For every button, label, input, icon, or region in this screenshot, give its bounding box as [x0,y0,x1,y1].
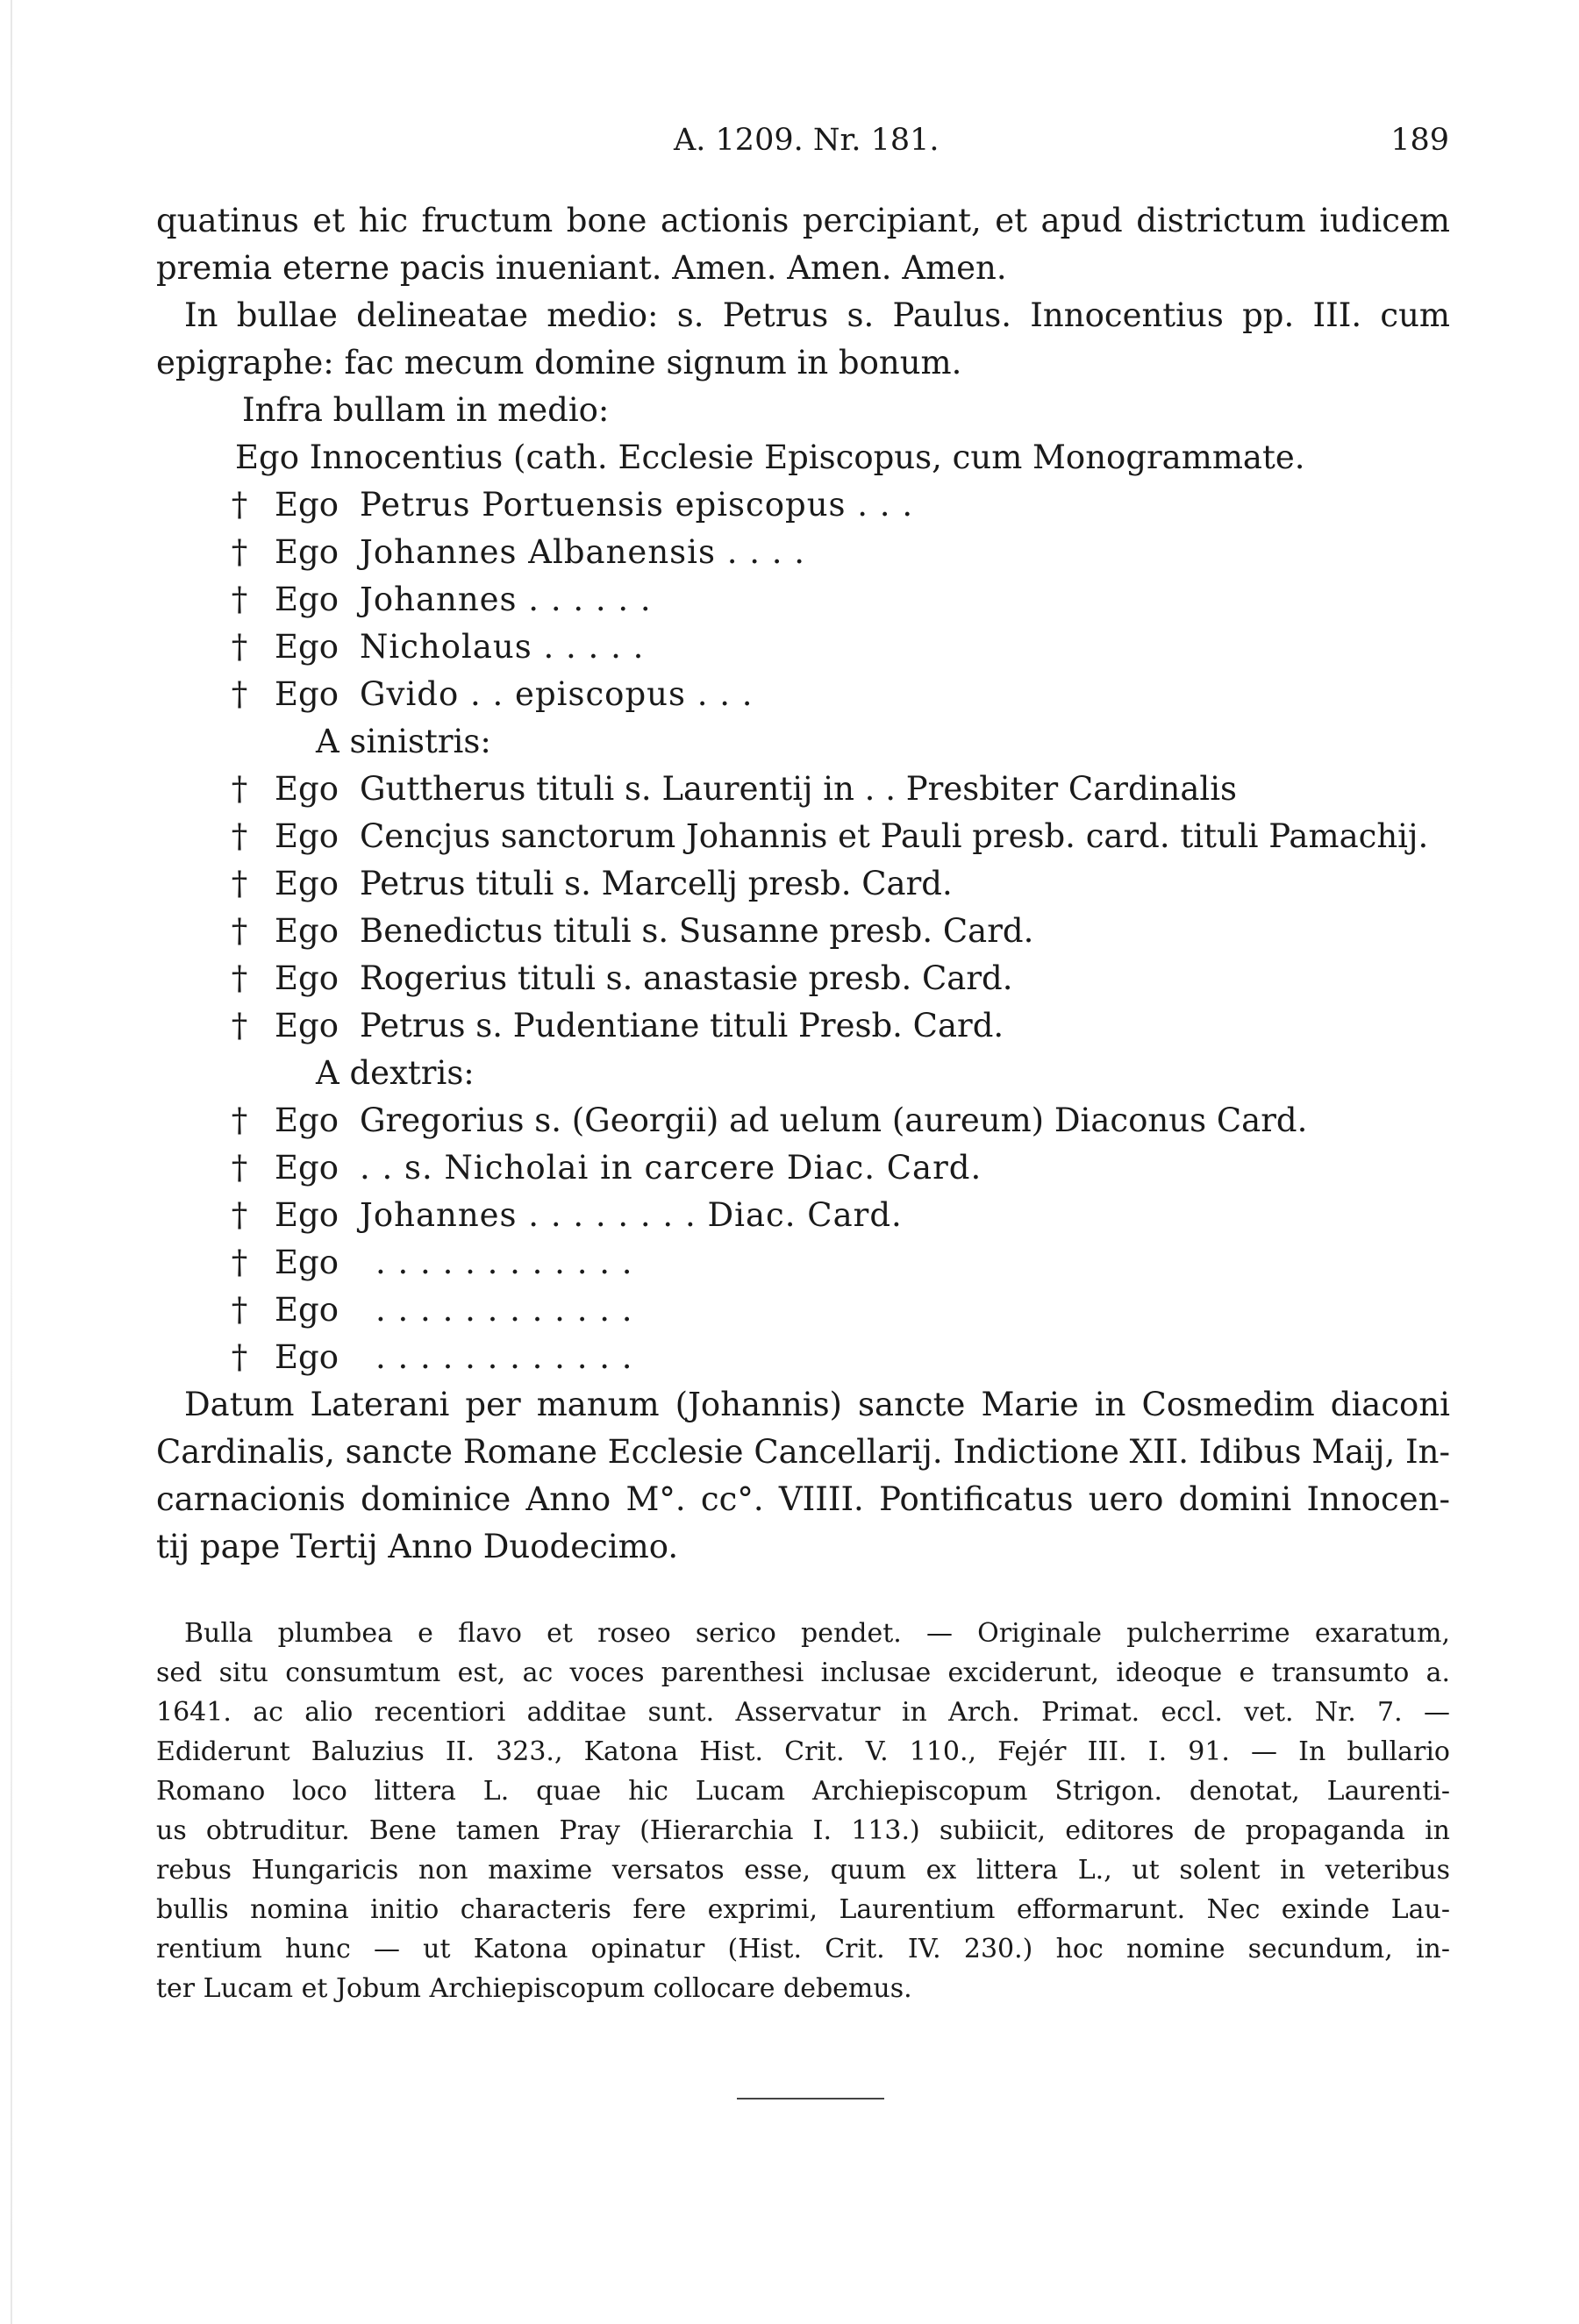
section-heading-sinistris: A sinistris: [316,723,491,760]
note-line: bullis nomina initio characteris fere exprimi, Laurentium efformarunt. Nec exinde Lau- [156,1894,1450,1925]
scan-edge-shadow [11,0,12,2324]
cross-symbol: † [231,486,248,524]
signature-line [156,1097,1450,1144]
signature-text: Johannes Albanensis . . . . [360,533,806,571]
cross-symbol: † [231,533,248,571]
ego-word: Ego [275,581,339,618]
note-line: rebus Hungaricis non maxime versatos esse, quum ex littera L., ut solent in veteribus [156,1855,1450,1886]
signature-text: Gvido . . episcopus . . . [360,675,754,713]
datum-line: Cardinalis, sancte Romane Ecclesie Cancellarij. Indictione XII. Idibus Maij, In- [156,1433,1450,1471]
intro-line: In bullae delineatae medio: s. Petrus s. Paulus. Innocentius pp. III. cum [184,296,1450,334]
signature-text: Petrus s. Pudentiane tituli Presb. Card. [360,1007,1004,1044]
cross-symbol: † [231,1244,248,1281]
ego-word: Ego [275,1338,339,1376]
signature-text: . . . . . . . . . . . . [375,1291,633,1329]
signature-line [156,529,1450,576]
ego-word: Ego [275,533,339,571]
signature-text: Johannes . . . . . . [360,581,652,618]
signature-text: . . . . . . . . . . . . [375,1338,633,1376]
intro-line: quatinus et hic fructum bone actionis percipiant, et apud districtum iudicem [156,202,1450,239]
running-title: A. 1209. Nr. 181. [674,123,940,158]
signature-text: . . . . . . . . . . . . [375,1244,633,1281]
intro-line: epigraphe: fac mecum domine signum in bonum. [156,344,962,381]
cross-symbol: † [231,1291,248,1329]
cross-symbol: † [231,1101,248,1139]
cross-symbol: † [231,628,248,666]
signature-line [156,860,1450,908]
note-line: Romano loco littera L. quae hic Lucam Archiepiscopum Strigon. denotat, Laurenti- [156,1776,1450,1807]
cross-symbol: † [231,770,248,808]
signature-text: Rogerius tituli s. anastasie presb. Card. [360,959,1013,997]
ego-word: Ego [275,1101,339,1139]
signature-line [156,1002,1450,1050]
signature-line [156,576,1450,624]
signature-text: Nicholaus . . . . . [360,628,645,666]
intro-line: premia eterne pacis inueniant. Amen. Amen. Amen. [156,249,1007,287]
note-line: us obtruditur. Bene tamen Pray (Hierarchia I. 113.) subiicit, editores de propaganda in [156,1815,1450,1846]
signature-line [156,624,1450,671]
signature-text: Johannes . . . . . . . . Diac. Card. [360,1196,903,1234]
ego-word: Ego [275,770,339,808]
note-line: sed situ consumtum est, ac voces parenthesi inclusae exciderunt, ideoque e transumto a. [156,1657,1450,1688]
signature-text: . . s. Nicholai in carcere Diac. Card. [360,1149,982,1187]
signature-line [156,766,1450,813]
ego-word: Ego [275,1196,339,1234]
datum-line: carnacionis dominice Anno M°. cc°. VIIII. Pontificatus uero domini Innocen- [156,1480,1450,1518]
signature-text: Cencjus sanctorum Johannis et Pauli presb. card. tituli Pamachij. [360,817,1429,855]
editorial-note [156,1614,1450,2008]
signature-line [156,1239,1450,1287]
ego-word: Ego [275,959,339,997]
page-header [674,123,1449,167]
pope-subscription: Ego Innocentius (cath. Ecclesie Episcopus, cum Monogrammate. [235,438,1305,476]
cross-symbol: † [231,581,248,618]
cross-symbol: † [231,959,248,997]
cross-symbol: † [231,1196,248,1234]
intro-line: Infra bullam in medio: [242,391,610,429]
ego-word: Ego [275,1007,339,1044]
signature-line [156,1144,1450,1192]
ego-word: Ego [275,486,339,524]
signature-text: Benedictus tituli s. Susanne presb. Card. [360,912,1034,950]
signature-text: Guttherus tituli s. Laurentij in . . Presbiter Cardinalis [360,770,1238,808]
ego-word: Ego [275,1291,339,1329]
signature-line [156,671,1450,718]
signature-line [156,955,1450,1002]
note-line: 1641. ac alio recentiori additae sunt. Asservatur in Arch. Primat. eccl. vet. Nr. 7. — [156,1697,1450,1728]
signature-text: Petrus tituli s. Marcellj presb. Card. [360,865,953,902]
signature-line [156,1287,1450,1334]
cross-symbol: † [231,1338,248,1376]
note-line: ter Lucam et Jobum Archiepiscopum collocare debemus. [156,1973,912,2004]
end-rule [737,2098,884,2099]
cross-symbol: † [231,912,248,950]
main-text [156,197,1450,1571]
note-line: Bulla plumbea e flavo et roseo serico pendet. — Originale pulcherrime exaratum, [184,1618,1450,1649]
cross-symbol: † [231,675,248,713]
ego-word: Ego [275,675,339,713]
ego-word: Ego [275,1244,339,1281]
signature-text: Gregorius s. (Georgii) ad uelum (aureum) Diaconus Card. [360,1101,1308,1139]
signature-line [156,481,1450,529]
section-heading-dextris: A dextris: [316,1054,475,1092]
cross-symbol: † [231,1149,248,1187]
cross-symbol: † [231,1007,248,1044]
note-line: Ediderunt Baluzius II. 323., Katona Hist. Crit. V. 110., Fejér III. I. 91. — In bullario [156,1736,1450,1767]
ego-word: Ego [275,628,339,666]
signature-text: Petrus Portuensis episcopus . . . [360,486,914,524]
cross-symbol: † [231,865,248,902]
ego-word: Ego [275,817,339,855]
note-line: rentium hunc — ut Katona opinatur (Hist. Crit. IV. 230.) hoc nomine secundum, in- [156,1934,1450,1964]
cross-symbol: † [231,817,248,855]
signature-line [156,1334,1450,1381]
datum-line: Datum Laterani per manum (Johannis) sancte Marie in Cosmedim diaconi [184,1386,1450,1423]
ego-word: Ego [275,1149,339,1187]
signature-line [156,908,1450,955]
signature-line [156,1192,1450,1239]
page-number: 189 [1390,123,1449,158]
signature-line [156,813,1450,860]
ego-word: Ego [275,865,339,902]
ego-word: Ego [275,912,339,950]
datum-line: tij pape Tertij Anno Duodecimo. [156,1528,679,1565]
